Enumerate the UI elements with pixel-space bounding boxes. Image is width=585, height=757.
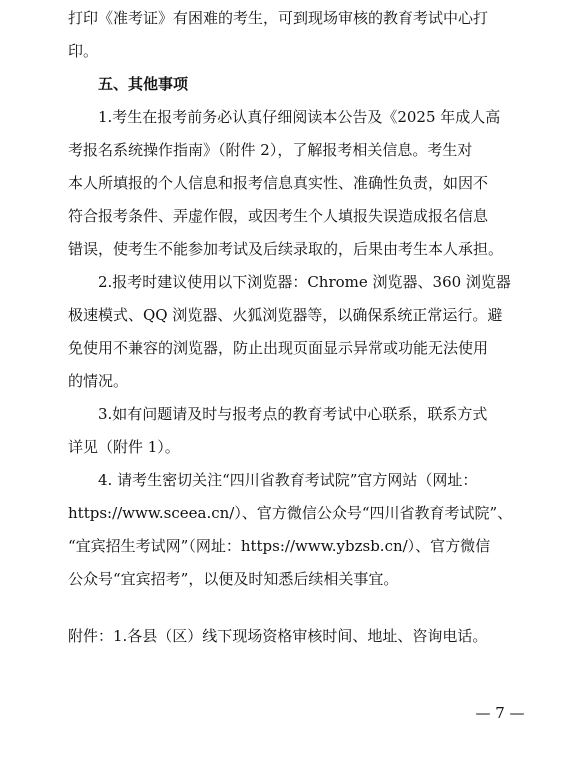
text-line: 符合报考条件、弄虚作假，或因考生个人填报失误造成报名信息 bbox=[68, 207, 489, 225]
text-line: 极速模式、QQ 浏览器、火狐浏览器等，以确保系统正常运行。避 bbox=[68, 306, 503, 324]
section-heading: 五、其他事项 bbox=[98, 75, 189, 93]
page-number: — 7 — bbox=[475, 704, 525, 722]
text-line: 公众号“宜宾招考”，以便及时知悉后续相关事宜。 bbox=[68, 570, 399, 588]
text-line: 4. 请考生密切关注“四川省教育考试院”官方网站（网址： bbox=[98, 471, 478, 489]
text-line: “宜宾招生考试网”（网址：https://www.ybzsb.cn/）、官方微信 bbox=[68, 537, 491, 555]
text-line: 1.考生在报考前务必认真仔细阅读本公告及《2025 年成人高 bbox=[98, 108, 501, 126]
text-line: 打印《准考证》有困难的考生，可到现场审核的教育考试中心打 bbox=[68, 9, 489, 27]
text-line: 考报名系统操作指南》（附件 2），了解报考相关信息。考生对 bbox=[68, 141, 473, 159]
text-line: 的情况。 bbox=[68, 372, 129, 390]
text-line: 错误，使考生不能参加考试及后续录取的，后果由考生本人承担。 bbox=[68, 240, 504, 258]
text-line: 详见（附件 1）。 bbox=[68, 438, 180, 456]
text-line: 免使用不兼容的浏览器，防止出现页面显示异常或功能无法使用 bbox=[68, 339, 489, 357]
text-line: https://www.sceea.cn/）、官方微信公众号“四川省教育考试院”、 bbox=[68, 504, 513, 522]
attachment-line: 附件：1.各县（区）线下现场资格审核时间、地址、咨询电话。 bbox=[68, 627, 488, 645]
text-line: 2.报考时建议使用以下浏览器：Chrome 浏览器、360 浏览器 bbox=[98, 273, 511, 291]
text-line: 本人所填报的个人信息和报考信息真实性、准确性负责，如因不 bbox=[68, 174, 489, 192]
text-line: 3.如有问题请及时与报考点的教育考试中心联系，联系方式 bbox=[98, 405, 488, 423]
text-line: 印。 bbox=[68, 42, 99, 60]
